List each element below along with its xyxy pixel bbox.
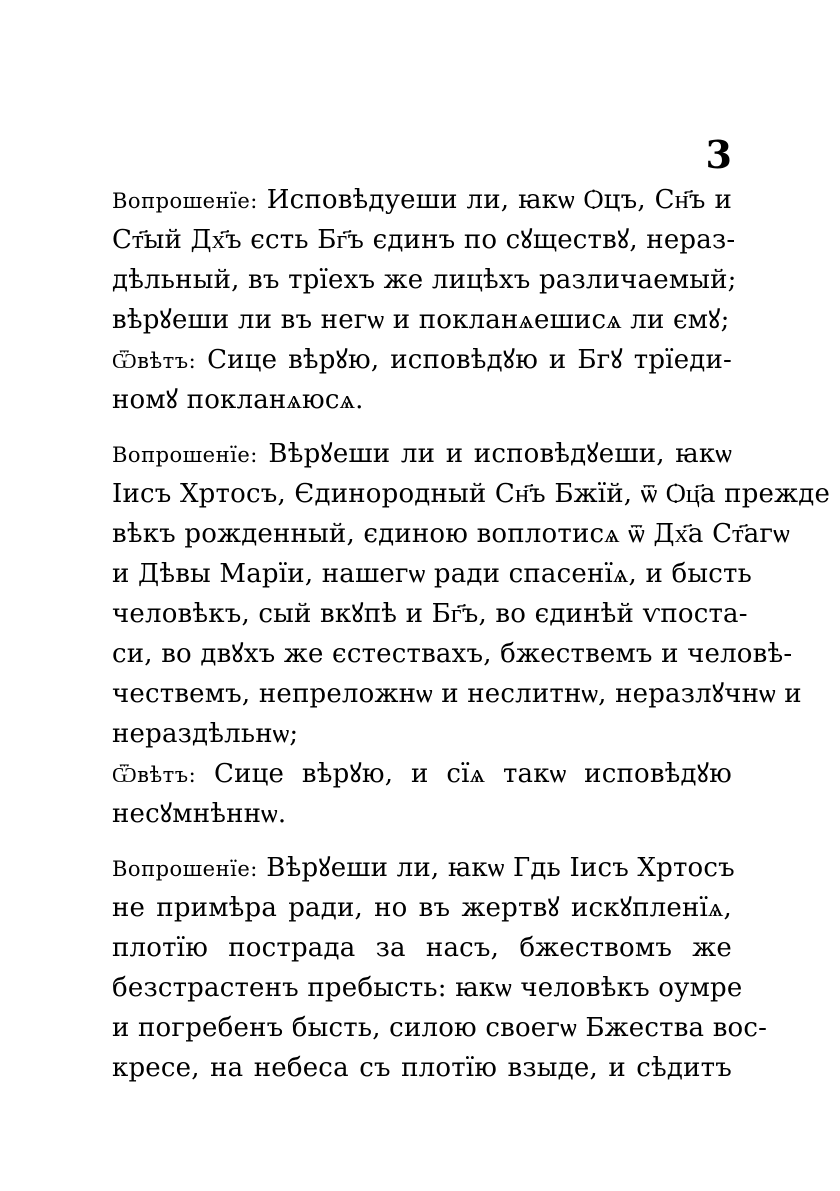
text-line: чествемъ, непреложнѡ и неслитнѡ, неразлꙋчнѡ и [112, 679, 802, 709]
text-line: вѣкъ рожденный, єдиною воплотисѧ ѿ Дх҃а Ст҃агѡ [112, 519, 790, 549]
text-line: и Дѣвы Марїи, нашегѡ ради спасенїѧ, и бысть [112, 559, 752, 589]
line-text: Сице вѣрꙋю, и сїѧ такѡ исповѣдꙋю [213, 759, 732, 789]
text-line: Ст҃ый Дх҃ъ єсть Бг҃ъ єдинъ по сꙋществꙋ, нераз- [112, 225, 736, 255]
question-label: Вопрошенїе: [112, 189, 258, 213]
line-text: Сице вѣрꙋю, исповѣдꙋю и Бгꙋ трїеди- [207, 345, 732, 375]
paragraph-gap [112, 420, 732, 434]
text-line: номꙋ покланѧюсѧ. [112, 385, 364, 415]
paragraph-gap [112, 834, 732, 848]
text-line: человѣкъ, сый вкꙋпѣ и Бг҃ъ, во єдинѣй ѵпоста- [112, 599, 748, 629]
answer-paragraph [112, 754, 732, 834]
text-line [112, 848, 735, 888]
text-line: нераздѣльнѡ; [112, 719, 299, 749]
text-line: плотїю пострада за насъ, бжествомъ же [112, 933, 732, 963]
question-paragraph [112, 434, 831, 754]
answer-label: Ѿвѣтъ: [112, 349, 197, 373]
text-line: кресе, на небеса съ плотїю взыде, и сѣдитъ [112, 1053, 732, 1083]
question-label: Вопрошенїе: [112, 857, 258, 881]
question-paragraph [112, 180, 737, 340]
answer-paragraph [112, 340, 732, 420]
text-line [112, 180, 732, 220]
line-text: Вѣрꙋеши ли и исповѣдꙋеши, ꙗкѡ [268, 439, 732, 469]
text-line [112, 754, 732, 794]
line-text: Исповѣдуеши ли, ꙗкѡ Ѻцъ, Сн҃ъ и [266, 185, 732, 215]
text-line: си, во двꙋхъ же єстествахъ, бжествемъ и человѣ- [112, 639, 793, 669]
text-line: и погребенъ бысть, силою своегѡ Бжества вос- [112, 1013, 768, 1043]
page-number: 3 [705, 132, 732, 177]
text-line: безстрастенъ пребысть: ꙗкѡ человѣкъ оумре [112, 973, 743, 1003]
text-line [112, 434, 732, 474]
line-text: Вѣрꙋеши ли, ꙗкѡ Гдь Іисъ Хртосъ [266, 853, 735, 883]
text-line: дѣльный, въ трїехъ же лицѣхъ различаемый; [112, 265, 737, 295]
answer-label: Ѿвѣтъ: [112, 763, 197, 787]
text-line: не примѣра ради, но въ жертвꙋ искꙋпленїѧ, [112, 893, 732, 923]
question-label: Вопрошенїе: [112, 443, 258, 467]
text-line [112, 340, 732, 380]
text-line: несꙋмнѣннѡ. [112, 799, 287, 829]
text-block [112, 180, 831, 1088]
text-line: Іисъ Хртосъ, Єдинородный Сн҃ъ Бжїй, ѿ Ѻц҃а прежде [112, 479, 831, 509]
question-paragraph [112, 848, 768, 1088]
text-line: вѣрꙋеши ли въ негѡ и покланѧешисѧ ли ємꙋ; [112, 305, 730, 335]
